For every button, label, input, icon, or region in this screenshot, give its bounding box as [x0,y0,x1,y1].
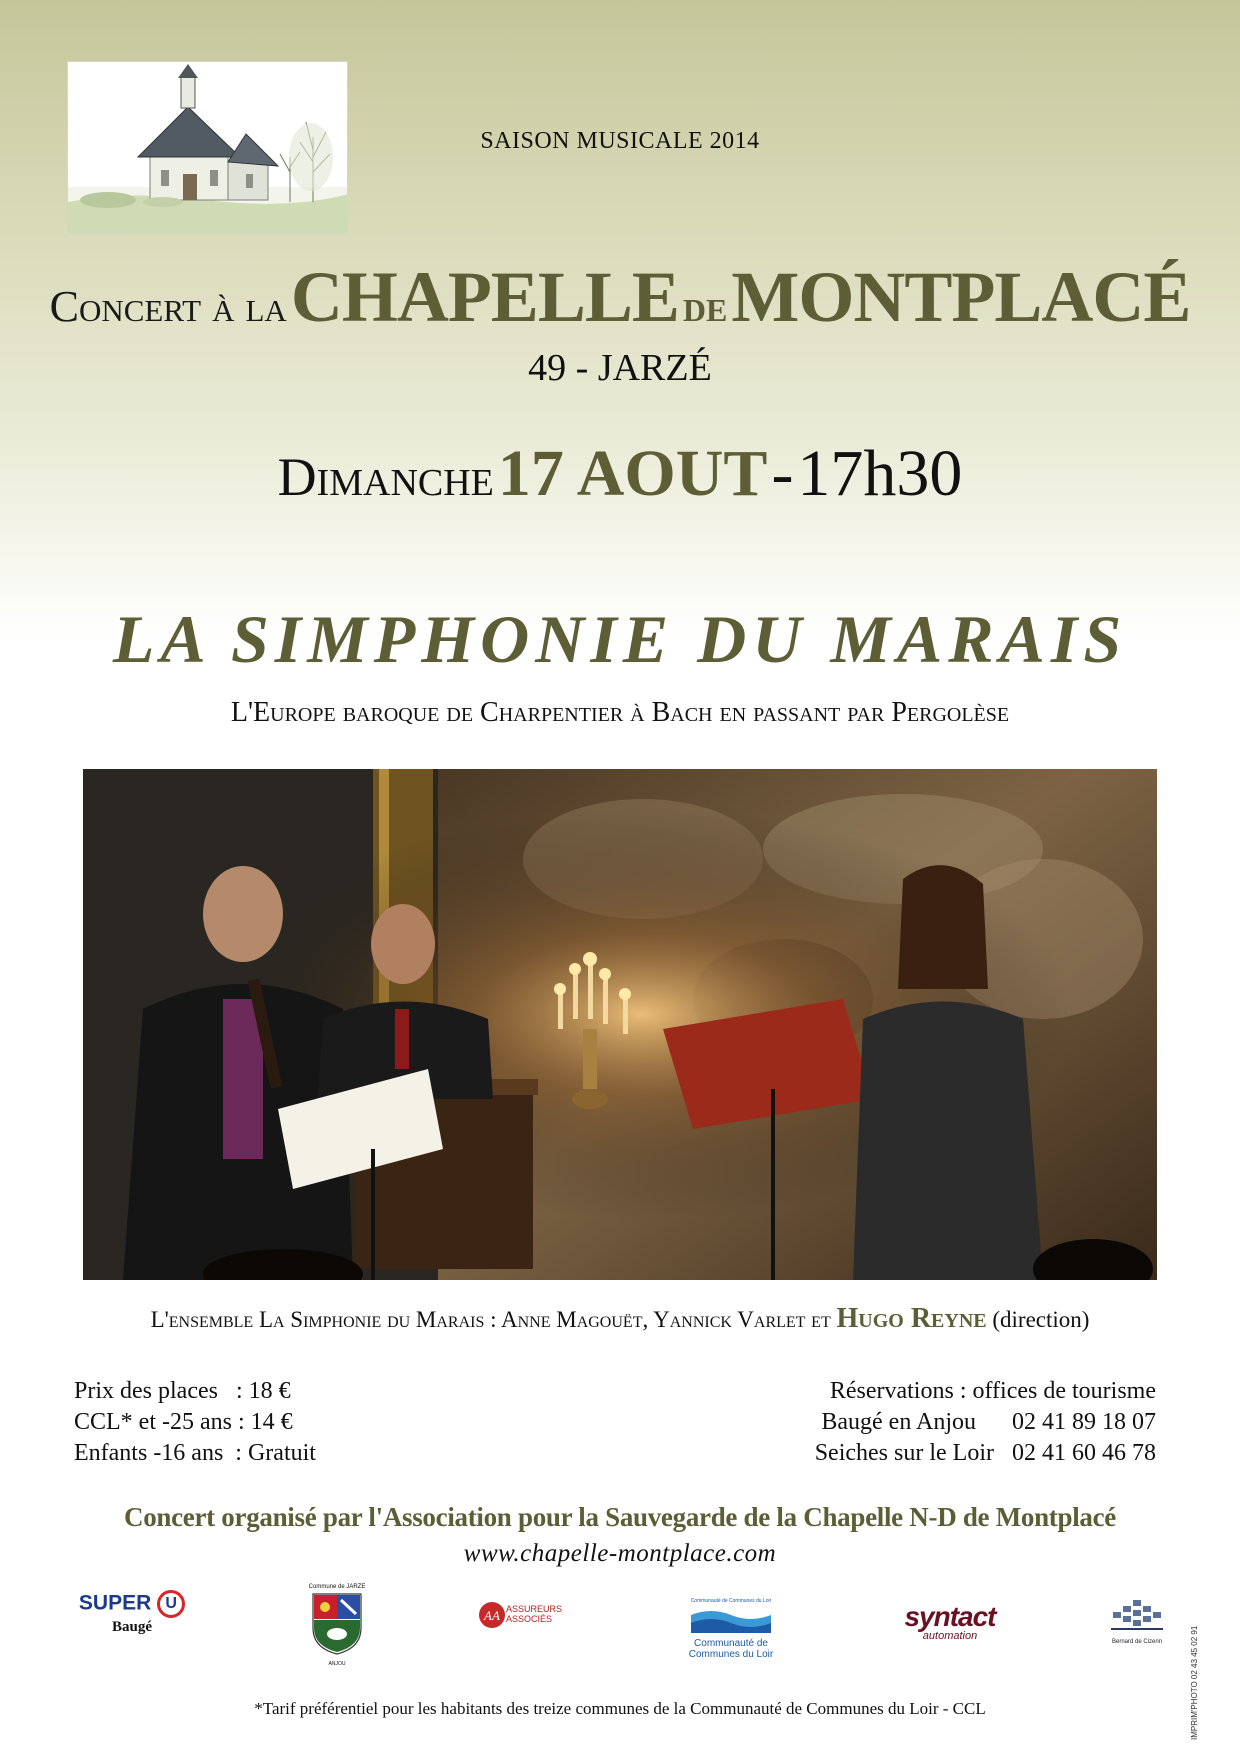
superu-logo [72,1590,192,1636]
reservations-info [736,1376,1156,1469]
location: 49 - JARZÉ [528,347,712,389]
superu-text: SUPER [78,1591,152,1615]
ccl-top-text: Communauté de Communes du Loir [690,1598,772,1604]
concert-title [20,256,1220,339]
syntact-text: syntact [904,1601,996,1632]
jarze-caption: Commune de JARZE [308,1584,366,1590]
date-date: 17 AOUT [497,437,768,510]
concert-photo [83,769,1157,1280]
price-row: CCL* et -25 ans : 14 € [74,1409,293,1435]
website-link[interactable]: www.chapelle-montplace.com [463,1540,777,1567]
credits-director-name: Hugo Reyne [836,1303,987,1334]
ccl-main-text: Communauté de Communes du Loir [688,1638,774,1660]
title-part-1: Concert à la [49,282,287,331]
title-part-2: CHAPELLE [290,257,679,337]
performers-credits [20,1303,1220,1335]
bernard-de-cizerin-logo [1102,1594,1172,1645]
credits-lead: L'ensemble La Simphonie du Marais : Anne Magouët, Yannick Varlet et [150,1307,831,1332]
footnote: *Tarif préférentiel pour les habitants des treize communes de la Communauté de Communes du Loir - CCL [254,1699,986,1718]
reservation-row: Baugé en Anjou 02 41 89 18 07 [821,1409,1156,1435]
ensemble-title: LA SIMPHONIE DU MARAIS [112,601,1128,677]
jarze-bottom-text: ANJOU [328,1661,346,1667]
chapel-illustration [67,61,348,234]
assureurs-associes-logo [476,1600,586,1635]
title-part-3: de [682,280,728,331]
communaute-communes-loir-logo [676,1596,786,1660]
shield-icon [311,1590,363,1656]
ticket-prices [74,1376,316,1469]
aa-mark: AA [484,1608,500,1623]
organizer-line: Concert organisé par l'Association pour la Sauvegarde de la Chapelle N-D de Montplacé [124,1502,1116,1532]
syntact-automation-logo [890,1601,1010,1642]
reservation-row: Seiches sur le Loir 02 41 60 46 78 [814,1440,1156,1466]
price-row: Enfants -16 ans : Gratuit [74,1440,316,1466]
concert-date [20,436,1220,512]
date-time: 17h30 [797,437,963,510]
season-label: SAISON MUSICALE 2014 [480,128,760,154]
date-day: Dimanche [277,447,494,507]
credits-director-role: (direction) [992,1307,1090,1332]
syntact-subtitle: automation [922,1630,978,1642]
date-separator: - [771,437,794,510]
aa-text: ASSUREURS ASSOCIÉS [506,1604,563,1624]
program-subtitle: L'Europe baroque de Charpentier à Bach en passant par Pergolèse [230,697,1010,728]
reservation-row: Réservations : offices de tourisme [829,1378,1156,1404]
price-row: Prix des places : 18 € [74,1378,291,1404]
jarze-coat-of-arms-logo [302,1584,372,1667]
superu-subtitle: Baugé [111,1619,152,1635]
title-part-4: MONTPLACÉ [731,257,1191,337]
superu-u-mark: U [157,1590,185,1618]
printer-credit-text: IMPRIM'PHOTO 02 43 45 02 91 [1190,1625,1199,1740]
bernard-text: Bernard de Cizerin [1111,1639,1163,1645]
building-icon [1109,1594,1165,1634]
